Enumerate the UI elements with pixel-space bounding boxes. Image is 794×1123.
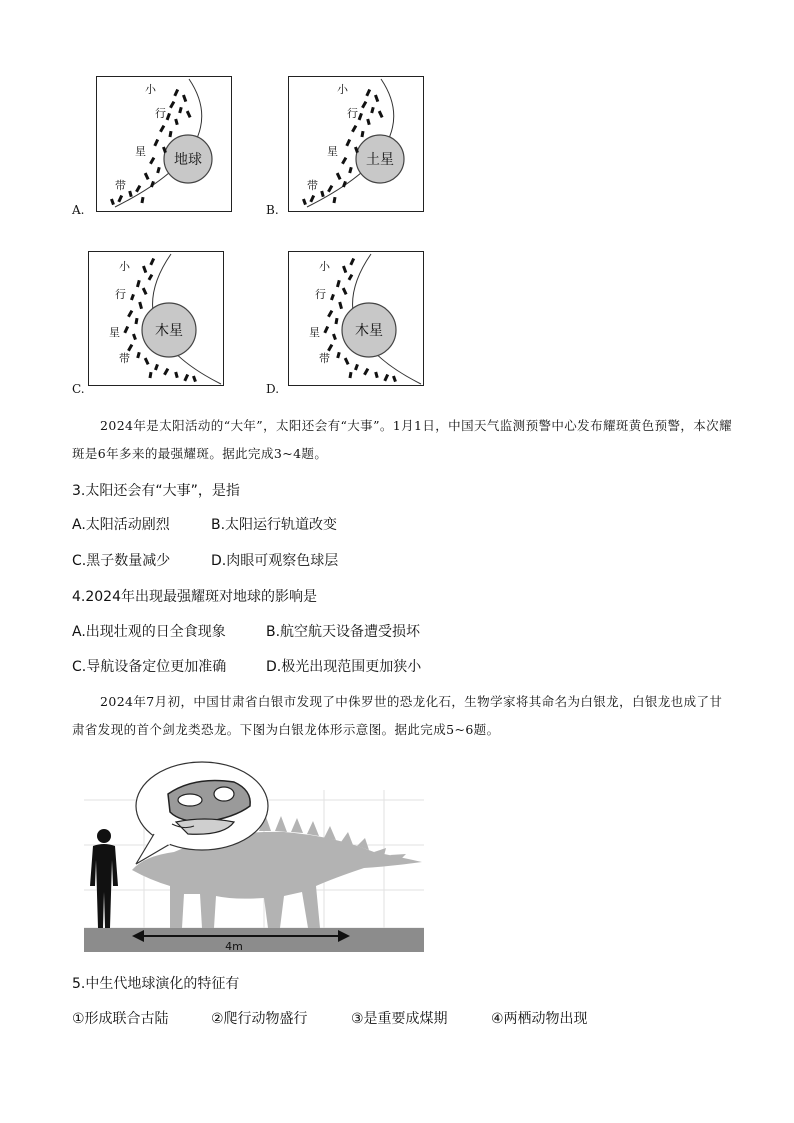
belt-char-2: 行: [155, 107, 166, 120]
figure-d: [288, 251, 424, 386]
belt-char-1: 小: [337, 83, 348, 96]
belt-char-2: 行: [315, 288, 326, 301]
belt-char-4: 带: [115, 179, 126, 192]
question-3-stem: 3.太阳还会有“大事”，是指: [72, 483, 240, 499]
planet-label: 土星: [366, 152, 394, 168]
belt-char-3: 星: [309, 326, 320, 339]
figure-d-diagram: [289, 252, 423, 385]
q5-option-4[interactable]: ④两栖动物出现: [491, 1011, 588, 1027]
passage-dinosaur: 2024年7月初，中国甘肃省白银市发现了中侏罗世的恐龙化石，生物学家将其命名为白银龙，白银龙也成了甘肃省发现的首个剑龙类恐龙。下图为白银龙体形示意图。据此完成5~6题。: [72, 694, 723, 737]
figure-c-option[interactable]: C.: [72, 382, 85, 396]
ground-bar: [84, 928, 424, 952]
q3-option-a[interactable]: A.太阳活动剧烈: [72, 517, 170, 533]
q4-option-c[interactable]: C.导航设备定位更加准确: [72, 659, 227, 675]
q3-option-b[interactable]: B.太阳运行轨道改变: [211, 517, 338, 533]
figure-d-option[interactable]: D.: [266, 382, 280, 396]
figure-b: [288, 76, 424, 212]
q3-option-c[interactable]: C.黑子数量减少: [72, 553, 171, 569]
planet-label: 地球: [174, 152, 202, 168]
planet-label: 木星: [155, 323, 183, 339]
q5-option-3[interactable]: ③是重要成煤期: [351, 1011, 448, 1027]
belt-char-1: 小: [119, 260, 130, 273]
q4-option-b[interactable]: B.航空航天设备遭受损坏: [266, 624, 421, 640]
question-5-stem: 5.中生代地球演化的特征有: [72, 976, 240, 992]
belt-char-3: 星: [109, 326, 120, 339]
dinosaur-illustration: [84, 760, 424, 952]
figure-a-diagram: [97, 77, 231, 211]
figure-a: [96, 76, 232, 212]
belt-char-2: 行: [115, 288, 126, 301]
scale-label: 4m: [225, 940, 243, 952]
belt-char-1: 小: [319, 260, 330, 273]
q5-option-2[interactable]: ②爬行动物盛行: [211, 1011, 308, 1027]
belt-char-2: 行: [347, 107, 358, 120]
q3-option-d[interactable]: D.肉眼可观察色球层: [211, 553, 339, 569]
passage-sun-activity: 2024年是太阳活动的“大年”，太阳还会有“大事”。1月1日，中国天气监测预警中心发布耀斑黄色预警，本次耀斑是6年多来的最强耀斑。据此完成3~4题。: [72, 418, 732, 461]
q4-option-d[interactable]: D.极光出现范围更加狭小: [266, 659, 422, 675]
q4-option-a[interactable]: A.出现壮观的日全食现象: [72, 624, 226, 640]
figure-c-diagram: [89, 252, 223, 385]
figure-b-diagram: [289, 77, 423, 211]
belt-char-3: 星: [135, 145, 146, 158]
figure-c: [88, 251, 224, 386]
belt-char-4: 带: [119, 352, 130, 365]
human-silhouette: [90, 829, 118, 928]
belt-char-4: 带: [307, 179, 318, 192]
figure-a-option[interactable]: A.: [72, 203, 85, 217]
belt-char-1: 小: [145, 83, 156, 96]
q5-option-1[interactable]: ①形成联合古陆: [72, 1011, 169, 1027]
question-4-stem: 4.2024年出现最强耀斑对地球的影响是: [72, 589, 317, 605]
dinosaur-body-figure: [84, 760, 424, 952]
planet-label: 木星: [355, 323, 383, 339]
belt-char-4: 带: [319, 352, 330, 365]
figure-b-option[interactable]: B.: [266, 203, 279, 217]
belt-char-3: 星: [327, 145, 338, 158]
